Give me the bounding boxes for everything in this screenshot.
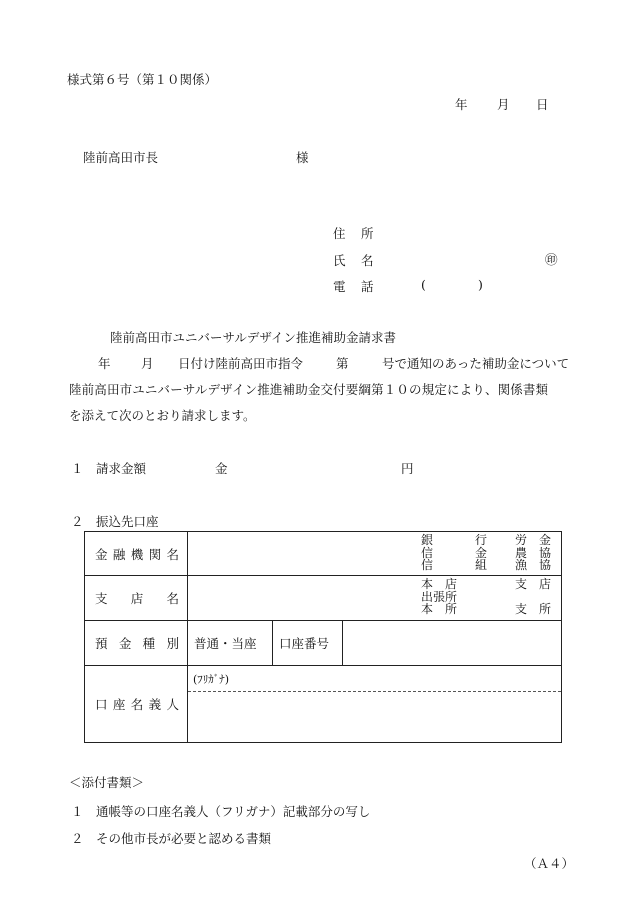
bank-name-field[interactable] [188,532,562,576]
branch-type-text: 支 店 [515,577,552,591]
bank-type-char: 漁 [515,558,528,572]
account-number-field[interactable] [343,621,562,666]
body-dai: 第 [336,356,349,371]
label-char: 種 [142,636,156,651]
bank-name-label-cell [85,532,188,576]
phone-label-2: 話 [361,279,374,294]
body-month: 月 [141,356,154,371]
branch-type-text: 本 店 [421,577,458,591]
deposit-type-label-cell [85,621,188,666]
attachment-item-1: １ 通帳等の口座名義人（フリガナ）記載部分の写し [71,804,371,819]
attachments-heading: ＜添付書類＞ [69,775,145,790]
label-char: 店 [130,591,144,606]
deposit-type-field[interactable] [188,621,273,666]
label-char: 名 [166,546,179,562]
label-char: 名 [166,591,179,606]
branch-type-options [421,578,551,616]
bank-type-char: 金 [538,533,551,547]
branch-type-text: 出張所 [421,589,458,604]
furigana-label: (ﾌﾘｶﾞﾅ) [193,673,230,686]
address-label-2: 所 [361,226,374,241]
bank-type-char: 信 [421,558,434,572]
label-char: 機 [130,546,144,562]
seal-mark: ㊞ [545,252,558,267]
bank-type-char: 銀 [421,533,434,547]
label-char: 金 [118,636,132,651]
label-char: 別 [166,636,179,651]
name-label-2: 名 [361,253,374,268]
label-char: 人 [166,697,179,712]
name-label-1: 氏 [333,253,346,268]
date-day: 日 [536,97,549,112]
label-char: 金 [95,546,108,562]
phone-paren-open: ( [421,277,426,292]
bank-type-char: 協 [538,558,551,572]
account-holder-label-cell [85,666,188,743]
bank-type-char: 協 [538,545,551,560]
bank-type-char: 組 [474,558,487,572]
body-line-3: を添えて次のとおり請求します。 [69,408,256,423]
label-char: 名 [130,697,144,712]
account-number-label: 口座番号 [279,636,330,651]
bank-type-char: 金 [474,545,487,560]
label-char: 座 [112,697,126,712]
label-char: 融 [112,546,126,562]
document-title: 陸前高田市ユニバーサルデザイン推進補助金請求書 [110,330,397,345]
claim-amount-yen: 円 [401,461,414,476]
bank-type-char: 労 [515,533,528,547]
label-char: 関 [148,546,162,562]
date-month: 月 [497,97,510,112]
body-line-2: 陸前高田市ユニバーサルデザイン推進補助金交付要綱第１０の規定により、関係書類 [69,382,549,397]
attachment-item-2: ２ その他市長が必要と認める書類 [71,831,272,846]
label-char: 義 [148,697,162,712]
body-year: 年 [98,356,111,371]
paper-size: （Ａ４） [524,856,575,871]
phone-paren-close: ) [478,277,483,292]
label-char: 支 [95,591,108,606]
branch-type-text: 本 所 [421,602,458,616]
addressee-name: 陸前高田市長 [83,150,159,165]
transfer-account-label: ２ 振込先口座 [71,514,159,529]
bank-type-char: 行 [474,533,487,547]
label-char: 口 [95,697,108,712]
furigana-divider [188,691,561,692]
branch-type-text: 支 所 [515,602,552,616]
addressee-honorific: 様 [296,150,309,165]
account-number-label-cell [273,621,343,666]
account-holder-field[interactable] [188,666,562,743]
bank-type-char: 農 [515,545,528,560]
phone-label-1: 電 [333,279,346,294]
deposit-type-value: 普通・当座 [194,636,257,651]
bank-type-char: 信 [421,545,434,560]
date-year: 年 [455,97,468,112]
claim-amount-label: １ 請求金額 [71,461,147,476]
form-number: 様式第６号（第１０関係） [67,72,218,87]
label-char: 預 [95,636,108,651]
address-label-1: 住 [333,226,346,241]
claim-amount-kin: 金 [215,461,228,476]
body-notice-text: 号で通知のあった補助金について [382,356,570,371]
account-table [84,531,562,743]
body-day-text: 日付け陸前高田市指令 [178,356,304,371]
branch-name-field[interactable] [188,576,562,621]
branch-name-label-cell [85,576,188,621]
bank-type-options [421,534,551,572]
